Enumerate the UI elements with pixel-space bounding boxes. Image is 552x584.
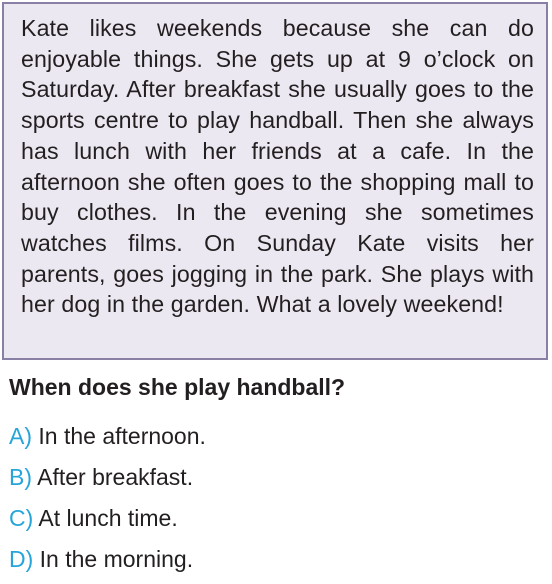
answer-option-c[interactable] (9, 502, 206, 543)
question-text: When does she play handball? (9, 374, 346, 400)
option-label: In the morning. (39, 546, 194, 572)
reading-passage-box (2, 2, 548, 360)
option-letter: A) (9, 423, 32, 449)
option-label: After breakfast. (37, 464, 194, 490)
answer-option-b[interactable] (9, 461, 206, 502)
option-label: At lunch time. (38, 505, 178, 531)
answer-option-a[interactable] (9, 420, 206, 461)
answer-option-d[interactable] (9, 543, 206, 584)
reading-passage-text: Kate likes weekends because she can do enjoyable things. She gets up at 9 o’clock on Saturday. After breakfast she usually goes to the sports centre to play handball. Then she always has lunch with her friends at a cafe. In the afternoon she often goes to the shopping mall to buy clothes. In the evening she sometimes watches films. On Sunday Kate visits her parents, goes jogging in the park. She plays with her dog in the garden. What a lovely weekend! (21, 15, 534, 318)
option-letter: B) (9, 464, 32, 490)
option-letter: D) (9, 546, 34, 572)
answer-options-list (9, 420, 206, 584)
option-letter: C) (9, 505, 34, 531)
option-label: In the afternoon. (38, 423, 206, 449)
